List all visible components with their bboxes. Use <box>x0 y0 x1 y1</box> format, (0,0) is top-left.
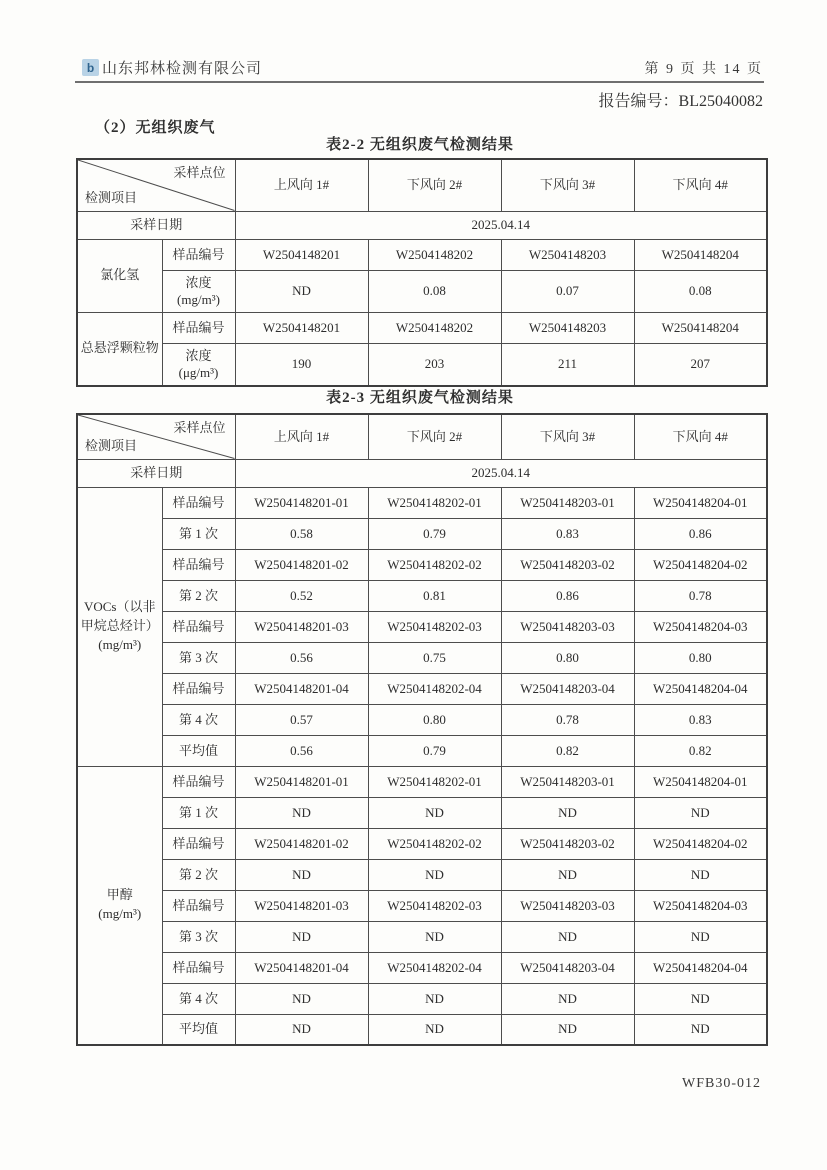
value-cell: W2504148203-04 <box>501 952 634 983</box>
value-cell: 0.56 <box>235 642 368 673</box>
value-cell: W2504148201-03 <box>235 890 368 921</box>
pollutant-name-cell: 甲醇 (mg/m³) <box>77 766 162 1045</box>
row-label-cell: 浓度 (mg/m³) <box>162 270 235 312</box>
value-cell: 0.75 <box>368 642 501 673</box>
value-cell: ND <box>235 797 368 828</box>
value-cell: ND <box>501 921 634 952</box>
row-label-cell: 第 2 次 <box>162 859 235 890</box>
table-row <box>77 890 767 921</box>
value-cell: 190 <box>235 343 368 386</box>
value-cell: W2504148203-02 <box>501 828 634 859</box>
value-cell: 0.80 <box>501 642 634 673</box>
value-cell: W2504148203-03 <box>501 611 634 642</box>
table-row <box>77 270 767 312</box>
value-cell: W2504148202-02 <box>368 549 501 580</box>
value-cell: W2504148204-03 <box>634 611 767 642</box>
row-label-cell: 样品编号 <box>162 828 235 859</box>
sampling-date-row <box>77 211 767 239</box>
section-heading: （2）无组织废气 <box>95 120 216 136</box>
row-label-cell: 样品编号 <box>162 487 235 518</box>
table-row <box>77 859 767 890</box>
date-value-cell: 2025.04.14 <box>235 459 767 487</box>
row-label-cell: 样品编号 <box>162 312 235 343</box>
value-cell: W2504148203 <box>501 239 634 270</box>
value-cell: 0.56 <box>235 735 368 766</box>
corner-label-test-item: 检测项目 <box>85 189 138 205</box>
row-label-cell: 第 1 次 <box>162 518 235 549</box>
table-row <box>77 343 767 386</box>
date-value-cell: 2025.04.14 <box>235 211 767 239</box>
value-cell: 0.82 <box>634 735 767 766</box>
value-cell: W2504148204-02 <box>634 549 767 580</box>
row-label-cell: 第 3 次 <box>162 642 235 673</box>
table-2-2-title: 表2-2 无组织废气检测结果 <box>326 137 514 153</box>
value-cell: W2504148202-01 <box>368 766 501 797</box>
column-header-downwind-2: 下风向 2# <box>368 159 501 211</box>
table-row <box>77 983 767 1014</box>
value-cell: 0.83 <box>501 518 634 549</box>
value-cell: W2504148204-03 <box>634 890 767 921</box>
row-label-cell: 样品编号 <box>162 890 235 921</box>
value-cell: W2504148202-03 <box>368 611 501 642</box>
row-label-cell: 第 1 次 <box>162 797 235 828</box>
value-cell: W2504148201-04 <box>235 673 368 704</box>
table-row <box>77 735 767 766</box>
value-cell: 0.78 <box>501 704 634 735</box>
value-cell: W2504148203-03 <box>501 890 634 921</box>
column-header-downwind-3: 下风向 3# <box>501 159 634 211</box>
row-label-cell: 第 3 次 <box>162 921 235 952</box>
table-row <box>77 673 767 704</box>
value-cell: ND <box>634 1014 767 1045</box>
value-cell: 0.86 <box>501 580 634 611</box>
value-cell: ND <box>368 1014 501 1045</box>
value-cell: W2504148201-03 <box>235 611 368 642</box>
value-cell: W2504148203-04 <box>501 673 634 704</box>
value-cell: W2504148204-01 <box>634 487 767 518</box>
corner-label-sampling-point: 采样点位 <box>173 420 226 435</box>
value-cell: 0.83 <box>634 704 767 735</box>
column-header-downwind-4: 下风向 4# <box>634 159 767 211</box>
corner-label-sampling-point: 采样点位 <box>173 165 226 180</box>
value-cell: W2504148202 <box>368 239 501 270</box>
company-header <box>82 57 262 78</box>
value-cell: ND <box>501 1014 634 1045</box>
value-cell: W2504148204-04 <box>634 952 767 983</box>
corner-header-cell <box>77 414 235 459</box>
value-cell: ND <box>501 797 634 828</box>
table-row <box>77 487 767 518</box>
column-header-downwind-2: 下风向 2# <box>368 414 501 459</box>
value-cell: W2504148202-04 <box>368 952 501 983</box>
value-cell: W2504148201 <box>235 312 368 343</box>
value-cell: ND <box>501 859 634 890</box>
value-cell: 0.58 <box>235 518 368 549</box>
table-2-2 <box>76 158 768 387</box>
value-cell: W2504148202-01 <box>368 487 501 518</box>
table-row <box>77 766 767 797</box>
value-cell: W2504148203-01 <box>501 766 634 797</box>
table-header-row <box>77 159 767 211</box>
page-number-info: 第 9 页 共 14 页 <box>644 62 763 77</box>
table-row <box>77 1014 767 1045</box>
value-cell: 0.80 <box>634 642 767 673</box>
row-label-cell: 样品编号 <box>162 549 235 580</box>
row-label-cell: 第 2 次 <box>162 580 235 611</box>
table-row <box>77 239 767 270</box>
value-cell: 0.57 <box>235 704 368 735</box>
value-cell: 0.82 <box>501 735 634 766</box>
pollutant-name-cell: 氯化氢 <box>77 239 162 312</box>
report-number: 报告编号：BL25040082 <box>598 93 763 110</box>
value-cell: W2504148203-02 <box>501 549 634 580</box>
row-label-cell: 样品编号 <box>162 673 235 704</box>
value-cell: ND <box>368 983 501 1014</box>
table-row <box>77 549 767 580</box>
column-header-upwind-1: 上风向 1# <box>235 159 368 211</box>
value-cell: 0.79 <box>368 518 501 549</box>
company-logo-icon: b <box>82 59 99 76</box>
value-cell: 0.81 <box>368 580 501 611</box>
value-cell: ND <box>235 983 368 1014</box>
table-row <box>77 642 767 673</box>
value-cell: ND <box>368 921 501 952</box>
value-cell: W2504148204 <box>634 239 767 270</box>
value-cell: ND <box>235 1014 368 1045</box>
value-cell: 0.52 <box>235 580 368 611</box>
sampling-date-row <box>77 459 767 487</box>
table-row <box>77 797 767 828</box>
value-cell: ND <box>634 983 767 1014</box>
form-number: WFB30-012 <box>682 1076 761 1091</box>
header-divider <box>75 81 764 83</box>
value-cell: 211 <box>501 343 634 386</box>
value-cell: 0.07 <box>501 270 634 312</box>
value-cell: W2504148201 <box>235 239 368 270</box>
table-row <box>77 312 767 343</box>
table-row <box>77 921 767 952</box>
value-cell: 0.78 <box>634 580 767 611</box>
value-cell: 0.79 <box>368 735 501 766</box>
corner-label-test-item: 检测项目 <box>85 437 138 453</box>
pollutant-name-cell: 总悬浮颗粒物 <box>77 312 162 386</box>
row-label-cell: 样品编号 <box>162 766 235 797</box>
value-cell: W2504148204-02 <box>634 828 767 859</box>
value-cell: W2504148202 <box>368 312 501 343</box>
column-header-downwind-4: 下风向 4# <box>634 414 767 459</box>
row-label-cell: 第 4 次 <box>162 983 235 1014</box>
pollutant-name-cell: VOCs（以非甲烷总烃计） (mg/m³) <box>77 487 162 766</box>
row-label-cell: 样品编号 <box>162 239 235 270</box>
value-cell: W2504148201-01 <box>235 487 368 518</box>
value-cell: ND <box>235 270 368 312</box>
table-header-row <box>77 414 767 459</box>
value-cell: ND <box>634 921 767 952</box>
value-cell: 207 <box>634 343 767 386</box>
table-row <box>77 580 767 611</box>
table-row <box>77 704 767 735</box>
table-row <box>77 952 767 983</box>
value-cell: 203 <box>368 343 501 386</box>
value-cell: ND <box>368 797 501 828</box>
column-header-downwind-3: 下风向 3# <box>501 414 634 459</box>
table-2-3-title: 表2-3 无组织废气检测结果 <box>326 390 514 406</box>
row-label-cell: 浓度 (μg/m³) <box>162 343 235 386</box>
date-label-cell: 采样日期 <box>77 459 235 487</box>
value-cell: ND <box>235 921 368 952</box>
row-label-cell: 平均值 <box>162 1014 235 1045</box>
row-label-cell: 样品编号 <box>162 952 235 983</box>
value-cell: W2504148202-02 <box>368 828 501 859</box>
table-row <box>77 828 767 859</box>
value-cell: 0.86 <box>634 518 767 549</box>
value-cell: 0.08 <box>368 270 501 312</box>
value-cell: ND <box>634 797 767 828</box>
value-cell: ND <box>235 859 368 890</box>
value-cell: ND <box>634 859 767 890</box>
row-label-cell: 样品编号 <box>162 611 235 642</box>
value-cell: W2504148201-02 <box>235 549 368 580</box>
value-cell: W2504148202-03 <box>368 890 501 921</box>
value-cell: W2504148203-01 <box>501 487 634 518</box>
value-cell: W2504148204 <box>634 312 767 343</box>
value-cell: W2504148201-01 <box>235 766 368 797</box>
date-label-cell: 采样日期 <box>77 211 235 239</box>
corner-header-cell <box>77 159 235 211</box>
value-cell: W2504148201-02 <box>235 828 368 859</box>
value-cell: ND <box>501 983 634 1014</box>
value-cell: W2504148201-04 <box>235 952 368 983</box>
table-row <box>77 611 767 642</box>
row-label-cell: 第 4 次 <box>162 704 235 735</box>
row-label-cell: 平均值 <box>162 735 235 766</box>
value-cell: W2504148204-01 <box>634 766 767 797</box>
value-cell: 0.08 <box>634 270 767 312</box>
column-header-upwind-1: 上风向 1# <box>235 414 368 459</box>
table-row <box>77 518 767 549</box>
value-cell: W2504148202-04 <box>368 673 501 704</box>
value-cell: 0.80 <box>368 704 501 735</box>
value-cell: ND <box>368 859 501 890</box>
value-cell: W2504148204-04 <box>634 673 767 704</box>
company-name: 山东邦林检测有限公司 <box>102 61 263 77</box>
value-cell: W2504148203 <box>501 312 634 343</box>
table-2-3 <box>76 413 768 1046</box>
